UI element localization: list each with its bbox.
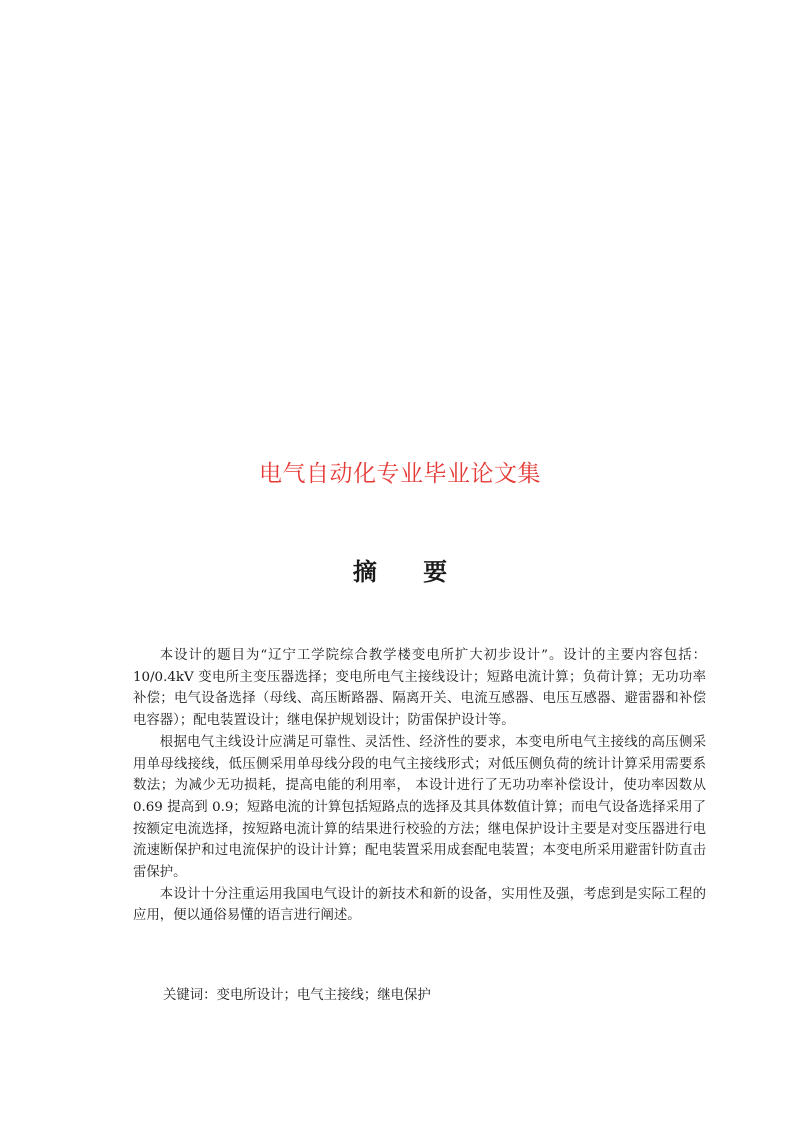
keywords-line: 关键词：变电所设计；电气主接线；继电保护 — [163, 988, 431, 1003]
document-title: 电气自动化专业毕业论文集 — [259, 461, 541, 487]
abstract-body — [133, 645, 706, 927]
abstract-paragraph: 根据电气主线设计应满足可靠性、灵活性、经济性的要求，本变电所电气主接线的高压侧采用单母线接线，低压侧采用单母线分段的电气主接线形式；对低压侧负荷的统计计算采用需要系数法；为减少无功损耗，提高电能的利用率， 本设计进行了无功功率补偿设计，使功率因数从 0.69 提高到 0.9；短路电流的计算包括短路点的选择及其具体数值计算；而电气设备选择采用了按额定电流选择，按短路电流计算的结果进行校验的方法；继电保护设计主要是对变压器进行电流速断保护和过电流保护的设计计算；配电装置采用成套配电装置；本变电所采用避雷针防直击雷保护。 — [133, 734, 706, 881]
abstract-heading: 摘 要 — [352, 558, 462, 586]
abstract-paragraph: 本设计的题目为“辽宁工学院综合教学楼变电所扩大初步设计”。设计的主要内容包括：10/0.4kV 变电所主变压器选择；变电所电气主接线设计；短路电流计算；负荷计算；无功功率补偿；电气设备选择（母线、高压断路器、隔离开关、电流互感器、电压互感器、避雷器和补偿电容器）；配电装置设计；继电保护规划设计；防雷保护设计等。 — [133, 648, 706, 729]
abstract-paragraph: 本设计十分注重运用我国电气设计的新技术和新的设备，实用性及强，考虑到是实际工程的应用，便以通俗易懂的语言进行阐述。 — [133, 886, 706, 924]
